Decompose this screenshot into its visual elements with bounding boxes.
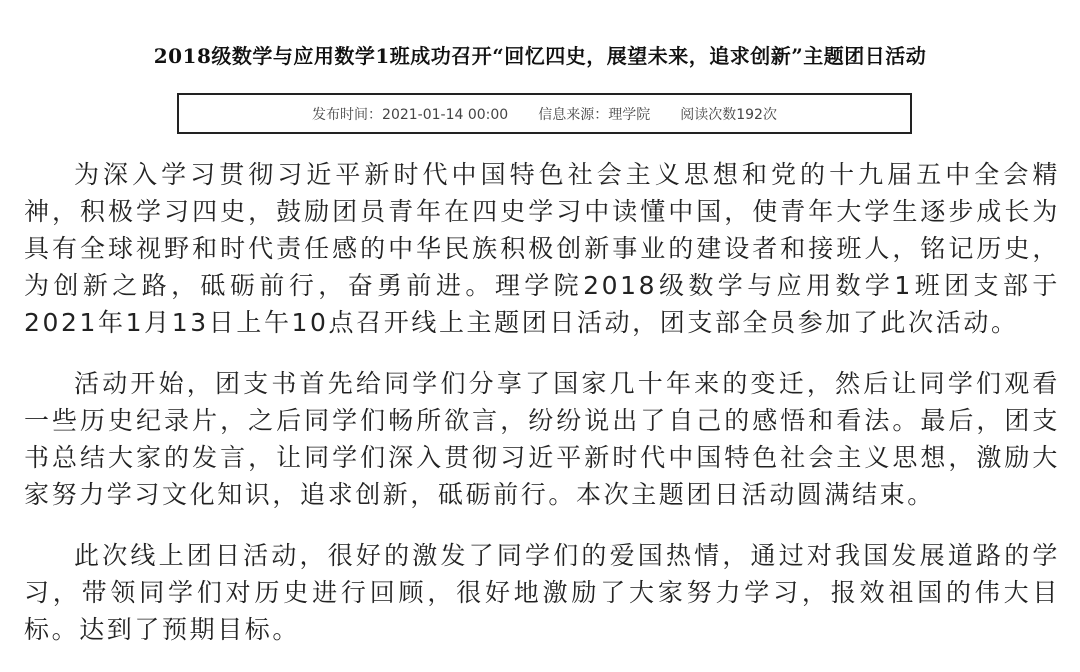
publish-time: 发布时间：2021-01-14 00:00	[312, 106, 509, 123]
article-paragraph-2: 活动开始，团支书首先给同学们分享了国家几十年来的变迁，然后让同学们观看一些历史纪录片，之后同学们畅所欲言，纷纷说出了自己的感悟和看法。最后，团支书总结大家的发言，让同学们深入贯彻习近平新时代中国特色社会主义思想，激励大家努力学习文化知识，追求创新，砥砺前行。本次主题团日活动圆满结束。	[24, 369, 1060, 509]
article-paragraph-3: 此次线上团日活动，很好的激发了同学们的爱国热情，通过对我国发展道路的学习，带领同学们对历史进行回顾，很好地激励了大家努力学习，报效祖国的伟大目标。达到了预期目标。	[24, 541, 1060, 644]
view-count: 阅读次数192次	[680, 106, 777, 123]
article-title: 2018级数学与应用数学1班成功召开“回忆四史，展望未来，追求创新”主题团日活动	[153, 44, 927, 69]
info-source: 信息来源：理学院	[538, 106, 651, 123]
article-meta-box	[177, 93, 912, 134]
article-paragraph-1: 为深入学习贯彻习近平新时代中国特色社会主义思想和党的十九届五中全会精神，积极学习四史，鼓励团员青年在四史学习中读懂中国，使青年大学生逐步成长为具有全球视野和时代责任感的中华民族积极创新事业的建设者和接班人，铭记历史，为创新之路，砥砺前行，奋勇前进。理学院2018级数学与应用数学1班团支部于2021年1月13日上午10点召开线上主题团日活动，团支部全员参加了此次活动。	[24, 160, 1060, 337]
article-body	[24, 156, 1060, 672]
